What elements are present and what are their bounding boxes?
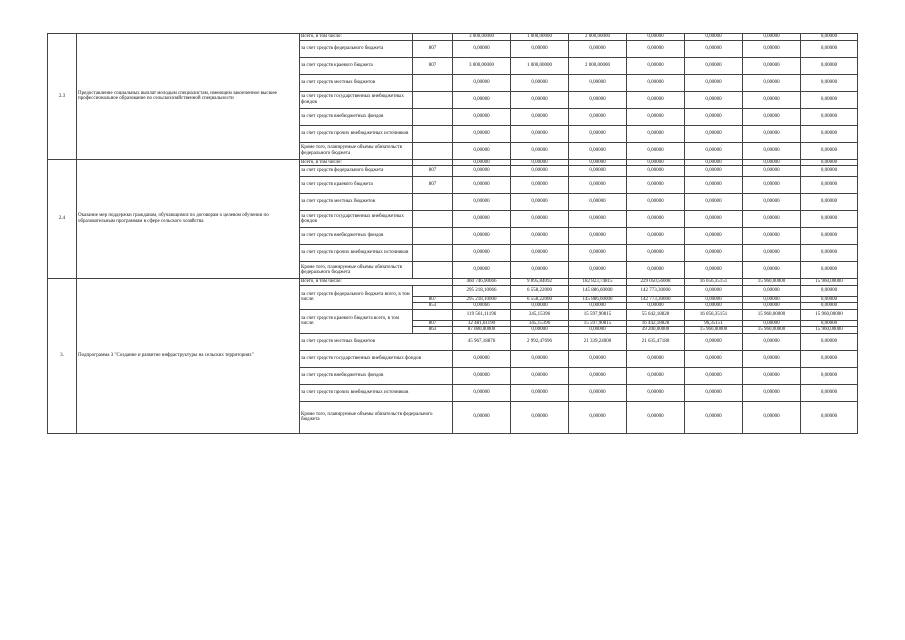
value-cell: 0,00000 — [569, 159, 627, 166]
value-cell: 0,00000 — [743, 401, 801, 433]
code-cell: 807 — [413, 40, 453, 57]
value-cell: 0,00000 — [801, 262, 858, 279]
value-cell: 0,00000 — [743, 159, 801, 166]
code-cell — [413, 285, 453, 296]
value-cell: 0,00000 — [685, 228, 743, 245]
value-cell: 0,00000 — [453, 350, 511, 367]
value-cell: 1 000,00000 — [511, 57, 569, 74]
source-label: за счет средств местных бюджетов — [300, 194, 413, 211]
value-cell: 0,00000 — [801, 91, 858, 108]
value-cell: 0,00000 — [569, 350, 627, 367]
value-cell: 0,00000 — [627, 350, 685, 367]
section-number: 2.4 — [48, 159, 77, 279]
value-cell: 0,00000 — [627, 142, 685, 159]
value-cell: 0,00000 — [685, 333, 743, 350]
value-cell: 21 635,47180 — [627, 333, 685, 350]
value-cell: 15 960,00000 — [801, 309, 858, 320]
value-cell: 0,00000 — [627, 40, 685, 57]
value-cell: 0,00000 — [627, 159, 685, 166]
value-cell: 460 746,90066 — [453, 279, 511, 286]
value-cell: 182 823,74815 — [569, 279, 627, 286]
value-cell: 16 442,18828 — [627, 320, 685, 327]
value-cell: 0,00000 — [801, 142, 858, 159]
value-cell: 15 597,90815 — [569, 320, 627, 327]
value-cell: 0,00000 — [453, 384, 511, 401]
value-cell: 0,00000 — [801, 333, 858, 350]
value-cell: 15 960,00000 — [743, 279, 801, 286]
value-cell: 0,00000 — [453, 401, 511, 433]
value-cell: 0,00000 — [627, 211, 685, 228]
value-cell: 32 481,61190 — [453, 320, 511, 327]
value-cell: 0,00000 — [743, 40, 801, 57]
value-cell: 0,00000 — [685, 285, 743, 296]
value-cell: 0,00000 — [685, 384, 743, 401]
value-cell: 0,00000 — [569, 142, 627, 159]
value-cell: 0,00000 — [743, 228, 801, 245]
source-label: Всего, в том числе: — [300, 279, 453, 286]
value-cell: 0,00000 — [801, 194, 858, 211]
value-cell: 0,00000 — [453, 166, 511, 177]
source-label: Кроме того, планируемые объемы обязательств федерального бюджета — [300, 142, 413, 159]
value-cell: 0,00000 — [743, 166, 801, 177]
value-cell: 0,00000 — [627, 177, 685, 194]
value-cell: 15 960,00000 — [801, 279, 858, 286]
value-cell: 9 895,84092 — [511, 279, 569, 286]
value-cell: 21 339,24000 — [569, 333, 627, 350]
value-cell: 15 960,00000 — [801, 327, 858, 334]
source-label: за счет средств местных бюджетов — [300, 74, 413, 91]
value-cell: 0,00000 — [511, 40, 569, 57]
value-cell: 0,00000 — [743, 350, 801, 367]
value-cell: 0,00000 — [801, 350, 858, 367]
value-cell: 0,00000 — [511, 401, 569, 433]
value-cell: 0,00000 — [511, 142, 569, 159]
value-cell: 15 960,00000 — [743, 309, 801, 320]
value-cell: 0,00000 — [569, 108, 627, 125]
value-cell: 0,00000 — [569, 74, 627, 91]
value-cell: 0,00000 — [627, 166, 685, 177]
code-cell — [413, 228, 453, 245]
value-cell: 0,00000 — [685, 401, 743, 433]
value-cell: 0,00000 — [511, 108, 569, 125]
value-cell: 0,00000 — [453, 108, 511, 125]
code-cell — [413, 262, 453, 279]
value-cell: 0,00000 — [801, 108, 858, 125]
value-cell: 0,00000 — [511, 384, 569, 401]
value-cell: 0,00000 — [627, 401, 685, 433]
value-cell: 0,00000 — [453, 262, 511, 279]
value-cell: 0,00000 — [569, 166, 627, 177]
source-label: за счет средств государственных внебюджетных фондов — [300, 91, 413, 108]
value-cell: 0,00000 — [569, 194, 627, 211]
value-cell: 0,00000 — [511, 194, 569, 211]
source-label: Всего, в том числе: — [300, 34, 413, 41]
code-cell: 807 — [413, 57, 453, 74]
value-cell: 0,00000 — [801, 211, 858, 228]
value-cell: 0,00000 — [743, 320, 801, 327]
value-cell: 0,00000 — [743, 303, 801, 310]
value-cell: 0,00000 — [743, 57, 801, 74]
value-cell: 295 218,10000 — [453, 296, 511, 303]
value-cell: 0,00000 — [685, 34, 743, 41]
value-cell: 0,00000 — [801, 401, 858, 433]
value-cell: 0,00000 — [627, 57, 685, 74]
value-cell: 0,00000 — [627, 91, 685, 108]
value-cell: 0,00000 — [801, 177, 858, 194]
value-cell: 142 773,30000 — [627, 296, 685, 303]
value-cell: 0,00000 — [685, 74, 743, 91]
value-cell: 0,00000 — [511, 74, 569, 91]
source-label: за счет средств краевого бюджета — [300, 57, 413, 74]
value-cell: 0,00000 — [685, 245, 743, 262]
value-cell: 0,00000 — [627, 194, 685, 211]
value-cell: 45 967,18876 — [453, 333, 511, 350]
value-cell: 0,00000 — [685, 91, 743, 108]
table-body — [48, 34, 858, 434]
value-cell: 2 000,00000 — [569, 34, 627, 41]
value-cell: 0,00000 — [627, 245, 685, 262]
code-cell: 807 — [413, 296, 453, 303]
value-cell: 0,00000 — [801, 320, 858, 327]
value-cell: 16 056,35151 — [685, 309, 743, 320]
value-cell: 0,00000 — [569, 125, 627, 142]
value-cell: 6 558,22000 — [511, 285, 569, 296]
value-cell: 0,00000 — [685, 262, 743, 279]
value-cell: 0,00000 — [511, 91, 569, 108]
value-cell: 0,00066 — [453, 303, 511, 310]
source-label: Всего, в том числе: — [300, 159, 413, 166]
source-label: за счет средств внебюджетных фондов — [300, 228, 413, 245]
value-cell: 0,00000 — [511, 262, 569, 279]
value-cell: 0,00000 — [685, 367, 743, 384]
value-cell: 0,00000 — [801, 303, 858, 310]
value-cell: 0,00000 — [801, 125, 858, 142]
code-cell — [413, 91, 453, 108]
value-cell: 0,00000 — [685, 125, 743, 142]
value-cell: 0,00000 — [801, 34, 858, 41]
value-cell: 0,00000 — [569, 262, 627, 279]
value-cell: 15 597,90815 — [569, 309, 627, 320]
value-cell: 0,00000 — [685, 296, 743, 303]
value-cell: 0,00000 — [801, 57, 858, 74]
value-cell: 0,00000 — [743, 91, 801, 108]
value-cell: 0,00000 — [743, 384, 801, 401]
value-cell: 0,00000 — [453, 159, 511, 166]
value-cell: 0,00000 — [511, 125, 569, 142]
value-cell: 0,00000 — [453, 211, 511, 228]
value-cell: 0,00000 — [685, 108, 743, 125]
source-label: за счет средств краевого бюджета — [300, 177, 413, 194]
value-cell: 2 000,00000 — [569, 57, 627, 74]
source-label: за счет средств прочих внебюджетных источников — [300, 245, 413, 262]
section-name: Оказание мер поддержки гражданам, обучающимся по договорам о целевом обучении по образовательным программам в сфере сельского хозяйства — [77, 159, 300, 279]
value-cell: 0,00000 — [801, 296, 858, 303]
value-cell: 0,00000 — [569, 245, 627, 262]
value-cell: 0,00000 — [569, 177, 627, 194]
value-cell: 0,00000 — [685, 211, 743, 228]
source-label: за счет средств краевого бюджета всего, в том числе: — [300, 309, 413, 333]
value-cell: 0,00000 — [569, 384, 627, 401]
value-cell: 0,00000 — [743, 245, 801, 262]
value-cell: 0,00000 — [743, 262, 801, 279]
source-label: за счет средств внебюджетных фондов — [300, 108, 413, 125]
source-label: за счет средств федерального бюджета всего, в том числе: — [300, 285, 413, 309]
value-cell: 0,00000 — [801, 159, 858, 166]
value-cell: 0,00000 — [685, 40, 743, 57]
value-cell: 0,00000 — [511, 177, 569, 194]
value-cell: 0,00000 — [569, 327, 627, 334]
value-cell: 0,00000 — [685, 350, 743, 367]
value-cell: 0,00000 — [511, 303, 569, 310]
code-cell — [413, 108, 453, 125]
value-cell: 0,00000 — [569, 228, 627, 245]
value-cell: 142 773,30000 — [627, 285, 685, 296]
value-cell: 16 056,35151 — [685, 279, 743, 286]
value-cell: 119 561,11196 — [453, 309, 511, 320]
source-label: за счет средств местных бюджетов — [300, 333, 453, 350]
value-cell: 0,00000 — [453, 74, 511, 91]
value-cell: 0,00000 — [685, 166, 743, 177]
section-name: Подпрограмма 3 "Создание и развитие инфраструктуры на сельских территориях" — [77, 279, 300, 434]
value-cell: 0,00000 — [453, 91, 511, 108]
value-cell: 0,00000 — [511, 211, 569, 228]
value-cell: 0,00000 — [453, 125, 511, 142]
value-cell: 96,35151 — [685, 320, 743, 327]
source-label: за счет средств государственных внебюджетных фондов — [300, 350, 453, 367]
value-cell: 0,00000 — [627, 125, 685, 142]
code-cell — [413, 125, 453, 142]
value-cell: 0,00000 — [743, 296, 801, 303]
source-label: Кроме того, планируемые объемы обязательств федерального бюджета — [300, 401, 453, 433]
value-cell: 0,00000 — [453, 40, 511, 57]
section-number: 2.3 — [48, 34, 77, 160]
value-cell: 345,15396 — [511, 309, 569, 320]
value-cell: 0,00000 — [685, 177, 743, 194]
value-cell: 0,00000 — [685, 142, 743, 159]
value-cell: 15 960,00000 — [685, 327, 743, 334]
value-cell: 0,00000 — [569, 401, 627, 433]
code-cell — [413, 74, 453, 91]
section-name: Предоставление социальных выплат молодым специалистам, имеющим законченное высшее профессиональное образование по сельскохозяйственной специальности — [77, 34, 300, 160]
value-cell: 0,00000 — [801, 74, 858, 91]
value-cell: 0,00000 — [801, 384, 858, 401]
value-cell: 0,00000 — [627, 228, 685, 245]
source-label: за счет средств прочих внебюджетных источников — [300, 125, 413, 142]
value-cell: 0,00000 — [511, 367, 569, 384]
value-cell: 295 218,10066 — [453, 285, 511, 296]
value-cell: 0,00000 — [627, 34, 685, 41]
source-label: за счет средств государственных внебюджетных фондов — [300, 211, 413, 228]
value-cell: 145 886,60000 — [569, 285, 627, 296]
value-cell: 0,00000 — [627, 367, 685, 384]
value-cell: 1 000,00000 — [511, 34, 569, 41]
value-cell: 0,00000 — [511, 245, 569, 262]
value-cell: 229 050,56008 — [627, 279, 685, 286]
value-cell: 0,00000 — [627, 303, 685, 310]
value-cell: 0,00000 — [627, 108, 685, 125]
value-cell: 0,00000 — [569, 211, 627, 228]
value-cell: 145 886,60000 — [569, 296, 627, 303]
code-cell: 853 — [413, 303, 453, 310]
value-cell: 0,00000 — [511, 159, 569, 166]
value-cell: 0,00000 — [801, 285, 858, 296]
value-cell: 0,00000 — [743, 194, 801, 211]
value-cell: 0,00000 — [627, 262, 685, 279]
value-cell: 0,00000 — [743, 211, 801, 228]
value-cell: 0,00000 — [743, 177, 801, 194]
value-cell: 0,00000 — [743, 285, 801, 296]
value-cell: 0,00000 — [569, 367, 627, 384]
value-cell: 0,00000 — [453, 194, 511, 211]
value-cell: 0,00000 — [801, 245, 858, 262]
value-cell: 0,00000 — [453, 142, 511, 159]
value-cell: 55 642,18828 — [627, 309, 685, 320]
value-cell: 0,00000 — [801, 40, 858, 57]
code-cell: 807 — [413, 177, 453, 194]
value-cell: 0,00000 — [743, 333, 801, 350]
value-cell: 0,00000 — [511, 166, 569, 177]
value-cell: 0,00000 — [801, 228, 858, 245]
section-number: 3. — [48, 279, 77, 434]
value-cell: 0,00000 — [743, 142, 801, 159]
value-cell: 0,00000 — [511, 350, 569, 367]
value-cell: 0,00000 — [453, 177, 511, 194]
value-cell: 0,00000 — [685, 303, 743, 310]
value-cell: 3 000,00000 — [453, 57, 511, 74]
code-cell — [413, 211, 453, 228]
code-cell — [413, 142, 453, 159]
value-cell: 0,00000 — [453, 367, 511, 384]
code-cell: 807 — [413, 320, 453, 327]
value-cell: 2 992,47696 — [511, 333, 569, 350]
code-cell — [413, 194, 453, 211]
code-cell: 807 — [413, 166, 453, 177]
code-cell — [413, 309, 453, 320]
value-cell: 345,15396 — [511, 320, 569, 327]
code-cell: 863 — [413, 327, 453, 334]
value-cell: 0,00000 — [511, 327, 569, 334]
value-cell: 0,00000 — [743, 125, 801, 142]
source-label: за счет средств прочих внебюджетных источников — [300, 384, 453, 401]
value-cell: 0,00000 — [743, 108, 801, 125]
source-label: за счет средств федерального бюджета — [300, 40, 413, 57]
value-cell: 87 080,00000 — [453, 327, 511, 334]
value-cell: 39 200,00000 — [627, 327, 685, 334]
value-cell: 0,00000 — [511, 228, 569, 245]
budget-table — [47, 33, 858, 434]
value-cell: 0,00000 — [743, 74, 801, 91]
source-label: за счет средств внебюджетных фондов — [300, 367, 453, 384]
value-cell: 0,00000 — [743, 34, 801, 41]
value-cell: 0,00000 — [801, 367, 858, 384]
code-cell — [413, 245, 453, 262]
value-cell: 0,00000 — [453, 245, 511, 262]
source-label: Кроме того, планируемые объемы обязательств федерального бюджета — [300, 262, 413, 279]
value-cell: 0,00000 — [801, 166, 858, 177]
value-cell: 0,00000 — [569, 303, 627, 310]
value-cell: 0,00000 — [685, 57, 743, 74]
value-cell: 3 000,00000 — [453, 34, 511, 41]
value-cell: 0,00000 — [453, 228, 511, 245]
value-cell: 0,00000 — [569, 91, 627, 108]
source-label: за счет средств федерального бюджета — [300, 166, 413, 177]
value-cell: 0,00000 — [685, 159, 743, 166]
value-cell: 0,00000 — [569, 40, 627, 57]
value-cell: 15 960,00000 — [743, 327, 801, 334]
value-cell: 0,00000 — [627, 74, 685, 91]
value-cell: 6 558,22000 — [511, 296, 569, 303]
value-cell: 0,00000 — [627, 384, 685, 401]
value-cell: 0,00000 — [743, 367, 801, 384]
value-cell: 0,00000 — [685, 194, 743, 211]
